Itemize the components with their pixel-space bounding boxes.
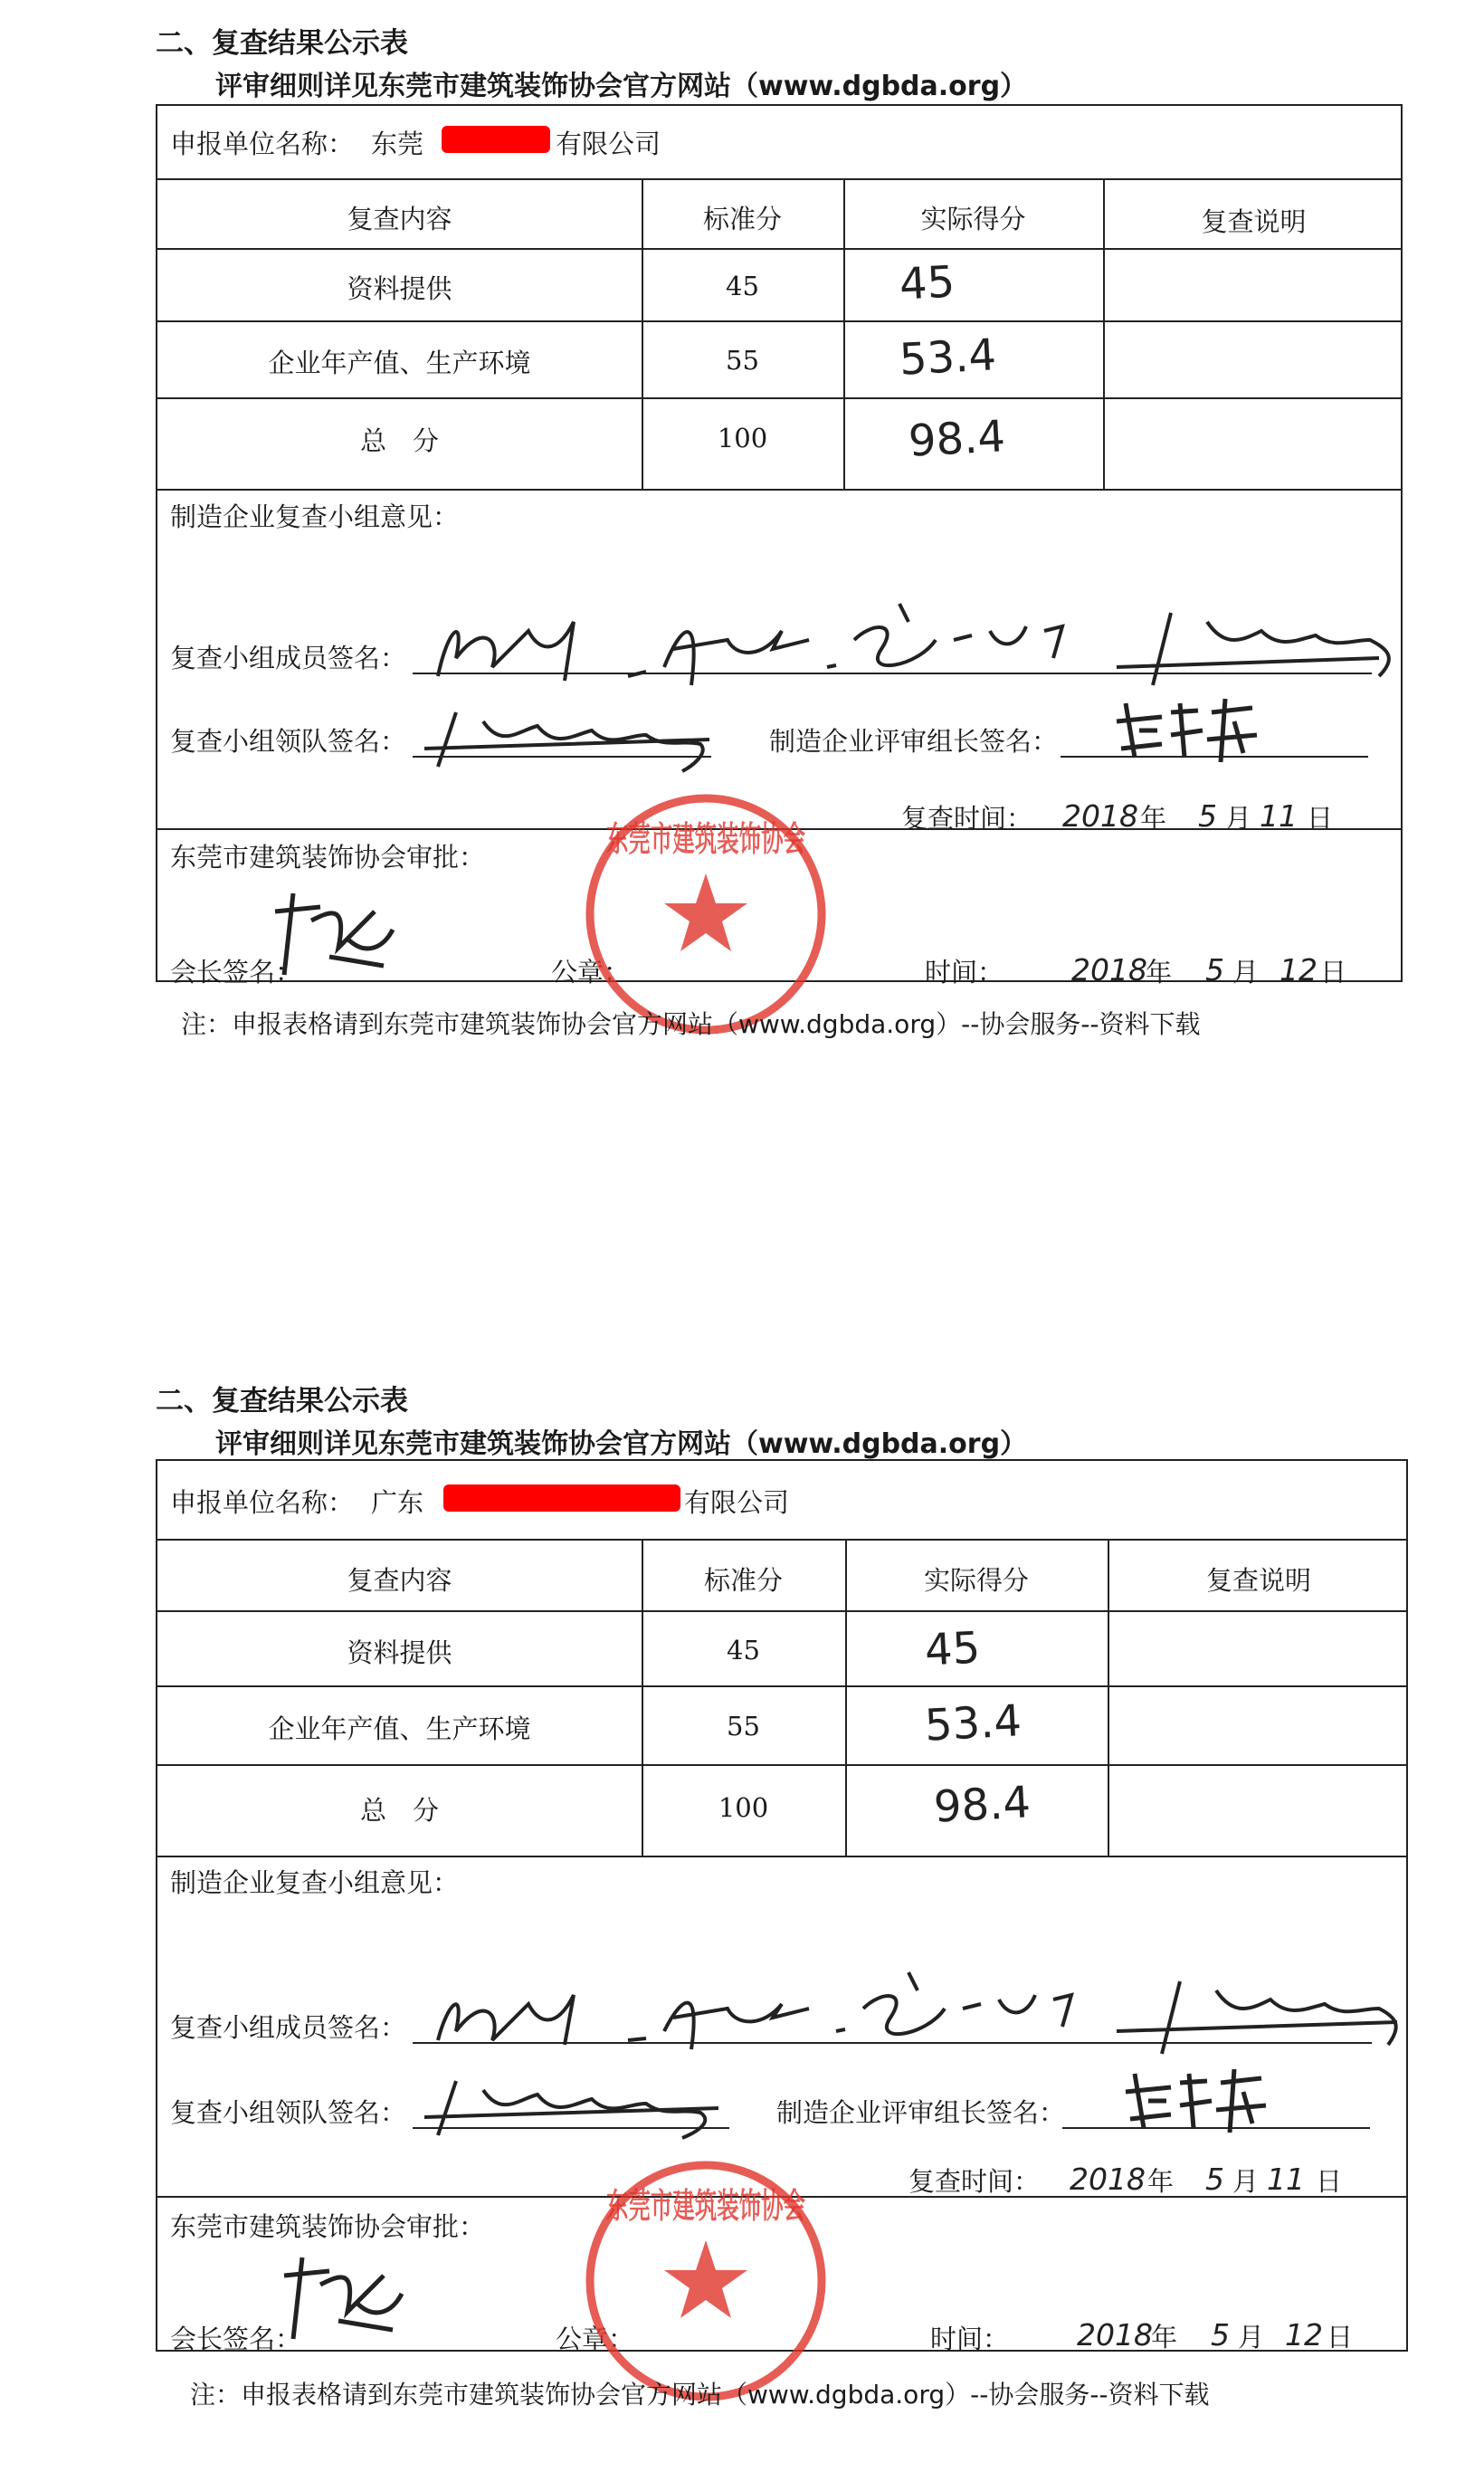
association-seal-stamp [579, 2154, 832, 2408]
approval-date-month: 5 [1205, 952, 1224, 988]
redaction-mark [442, 126, 550, 153]
divider [157, 489, 1401, 491]
divider [157, 1856, 1406, 1857]
redaction-mark [443, 1484, 680, 1512]
approval-date-month-unit: 月 [1238, 2322, 1265, 2353]
col-header-item: 复查内容 [347, 1565, 452, 1596]
chief-sign-label: 制造企业评审组长签名： [769, 726, 1059, 757]
review-date-label: 复查时间： [908, 2166, 1041, 2197]
association-seal-stamp [579, 787, 832, 1041]
row-actual-handwritten: 98.4 [907, 411, 1007, 467]
president-signature [266, 2248, 411, 2348]
review-date-label: 复查时间： [901, 803, 1033, 834]
row-item: 企业年产值、生产环境 [268, 348, 531, 378]
review-date-day-unit: 日 [1316, 2166, 1343, 2197]
divider [157, 248, 1401, 250]
president-signature [257, 884, 402, 984]
divider [157, 1764, 1406, 1766]
divider [157, 1539, 1406, 1541]
approval-label: 东莞市建筑装饰协会审批： [170, 842, 486, 873]
row-standard: 55 [726, 345, 759, 376]
opinion-label: 制造企业复查小组意见： [170, 1867, 460, 1898]
form-subheading: 评审细则详见东莞市建筑装饰协会官方网站（www.dgbda.org） [215, 1428, 1028, 1460]
divider [157, 1685, 1406, 1687]
divider [157, 178, 1401, 180]
approval-date-year: 2018 [1071, 952, 1147, 988]
president-sign-label: 会长签名： [170, 2324, 302, 2354]
review-date-day: 11 [1260, 798, 1298, 834]
form-heading: 二、复查结果公示表 [156, 27, 408, 60]
members-signatures [429, 595, 1406, 694]
applicant-name-prefix: 广东 [371, 1487, 424, 1518]
col-header-remark: 复查说明 [1201, 206, 1307, 237]
col-header-standard: 标准分 [702, 204, 782, 234]
members-signatures [429, 1968, 1406, 2058]
president-sign-label: 会长签名： [170, 957, 302, 988]
seal-text: 东莞市建筑装饰协会 [606, 819, 805, 859]
row-actual-handwritten: 53.4 [923, 1695, 1023, 1751]
row-standard: 45 [726, 271, 759, 301]
chief-sign-label: 制造企业评审组长签名： [776, 2097, 1066, 2128]
review-date-year: 2018 [1062, 798, 1138, 834]
row-actual-handwritten: 45 [923, 1622, 982, 1676]
review-date-month: 5 [1205, 2162, 1224, 2197]
time-label: 时间： [930, 2324, 1010, 2354]
seal-label: 公章： [551, 957, 631, 988]
approval-date-year: 2018 [1077, 2317, 1153, 2353]
approval-date-month-unit: 月 [1232, 957, 1260, 988]
row-standard: 100 [717, 423, 768, 453]
col-header-actual: 实际得分 [923, 1565, 1029, 1596]
approval-date-day-unit: 日 [1327, 2322, 1354, 2353]
approval-date-year-unit: 年 [1151, 2322, 1178, 2353]
col-header-standard: 标准分 [703, 1565, 783, 1596]
divider [157, 1610, 1406, 1612]
row-standard: 45 [727, 1635, 760, 1665]
review-result-form-2 [0, 1358, 1484, 2489]
col-header-actual: 实际得分 [920, 204, 1026, 234]
review-date-year: 2018 [1070, 2162, 1146, 2197]
row-item: 总 分 [359, 425, 439, 456]
applicant-name-suffix: 有限公司 [684, 1487, 790, 1518]
seal-text: 东莞市建筑装饰协会 [606, 2186, 805, 2226]
chief-signature [1117, 2060, 1279, 2142]
row-item: 资料提供 [347, 273, 452, 304]
review-date-day: 11 [1267, 2162, 1305, 2197]
review-date-day-unit: 日 [1307, 803, 1334, 834]
footer-note: 注：申报表格请到东莞市建筑装饰协会官方网站（www.dgbda.org）--协会服务--资料下载 [190, 2380, 1210, 2410]
leader-signature [420, 694, 728, 776]
review-result-form-1 [0, 0, 1484, 1068]
row-actual-handwritten: 53.4 [898, 329, 998, 386]
review-date-month: 5 [1198, 798, 1217, 834]
chief-signature [1108, 685, 1270, 776]
leader-sign-label: 复查小组领队签名： [170, 2097, 407, 2128]
time-label: 时间： [925, 957, 1004, 988]
applicant-label: 申报单位名称： [170, 129, 355, 159]
row-item: 企业年产值、生产环境 [268, 1713, 531, 1744]
approval-date-year-unit: 年 [1146, 957, 1173, 988]
applicant-name-prefix: 东莞 [371, 129, 424, 159]
divider [157, 397, 1401, 399]
row-actual-handwritten: 98.4 [932, 1777, 1032, 1833]
col-header-item: 复查内容 [347, 204, 452, 234]
form-subheading: 评审细则详见东莞市建筑装饰协会官方网站（www.dgbda.org） [215, 71, 1028, 102]
row-item: 总 分 [359, 1795, 439, 1826]
approval-date-day: 12 [1285, 2317, 1323, 2353]
applicant-name-suffix: 有限公司 [556, 129, 661, 159]
row-standard: 100 [718, 1792, 769, 1823]
seal-label: 公章： [556, 2324, 635, 2354]
approval-date-day-unit: 日 [1320, 957, 1347, 988]
divider [157, 320, 1401, 322]
members-sign-label: 复查小组成员签名： [170, 2012, 407, 2043]
approval-date-day: 12 [1279, 952, 1318, 988]
members-sign-label: 复查小组成员签名： [170, 643, 407, 673]
leader-signature [420, 2067, 737, 2140]
review-date-month-unit: 月 [1232, 2166, 1260, 2197]
review-date-year-unit: 年 [1140, 803, 1167, 834]
col-header-remark: 复查说明 [1205, 1565, 1311, 1596]
form-heading: 二、复查结果公示表 [156, 1385, 408, 1417]
row-actual-handwritten: 45 [898, 256, 956, 310]
review-date-year-unit: 年 [1147, 2166, 1175, 2197]
leader-sign-label: 复查小组领队签名： [170, 726, 407, 757]
footer-note: 注：申报表格请到东莞市建筑装饰协会官方网站（www.dgbda.org）--协会服务--资料下载 [181, 1009, 1201, 1039]
opinion-label: 制造企业复查小组意见： [170, 501, 460, 532]
applicant-label: 申报单位名称： [170, 1487, 355, 1518]
review-date-month-unit: 月 [1225, 803, 1252, 834]
approval-date-month: 5 [1211, 2317, 1230, 2353]
row-standard: 55 [727, 1711, 760, 1742]
approval-label: 东莞市建筑装饰协会审批： [170, 2211, 486, 2242]
row-item: 资料提供 [347, 1637, 452, 1668]
